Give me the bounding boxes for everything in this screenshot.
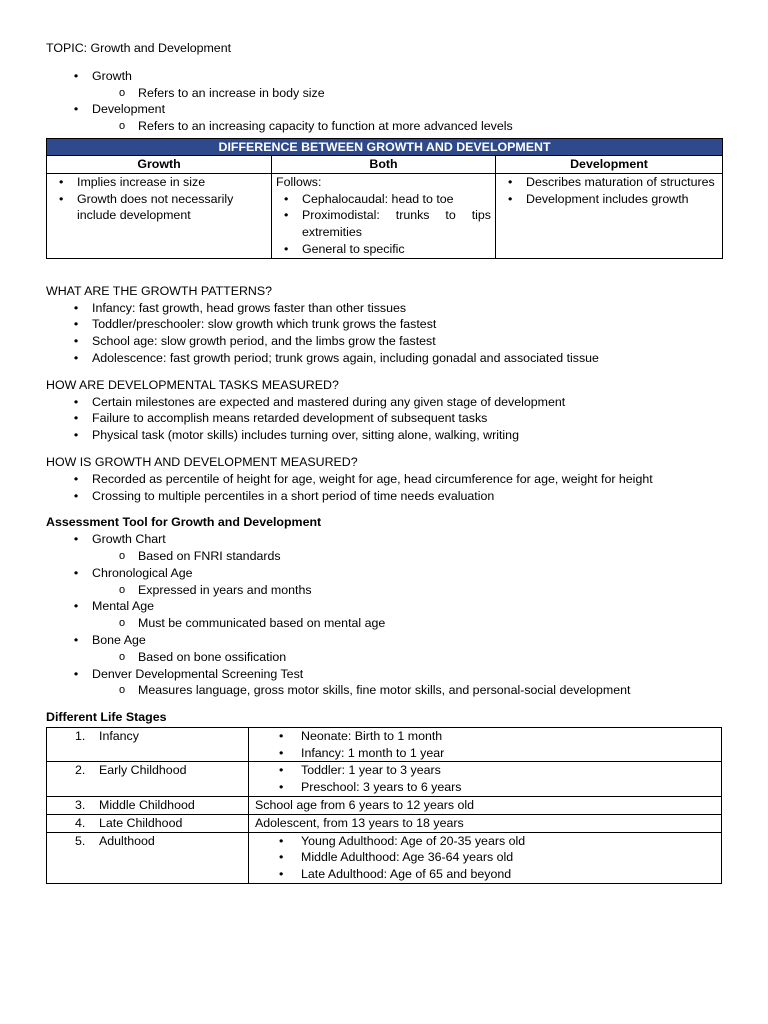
list-item	[500, 174, 718, 191]
stage-detail-cell	[249, 762, 722, 797]
list-item	[249, 762, 721, 779]
stage-detail-text: Young Adulthood: Age of 20-35 years old	[301, 833, 526, 848]
tool-name: Bone Age	[92, 632, 146, 647]
list-item	[249, 833, 721, 850]
list-item	[46, 488, 722, 505]
bullet-icon: •	[73, 411, 79, 426]
life-stages-heading: Different Life Stages	[46, 710, 167, 725]
list-item	[276, 207, 491, 241]
table-row	[47, 797, 722, 815]
growth-cell	[47, 173, 272, 258]
list-item	[92, 548, 722, 565]
list-item-text: Certain milestones are expected and mastered during any given stage of development	[92, 394, 566, 409]
bullet-icon: •	[508, 191, 513, 206]
table-row	[47, 727, 722, 762]
tool-detail: Based on FNRI standards	[138, 548, 281, 563]
bullet-icon: •	[73, 532, 79, 547]
stage-name: Infancy	[99, 728, 139, 743]
hollow-bullet-icon: o	[118, 684, 126, 697]
tool-name: Growth Chart	[92, 532, 166, 547]
both-intro: Follows:	[276, 174, 322, 189]
bullet-icon: •	[279, 728, 284, 743]
assessment-tools-heading: Assessment Tool for Growth and Development	[46, 515, 322, 530]
stage-detail-text: Preschool: 3 years to 6 years	[301, 780, 462, 795]
tool-name: Mental Age	[92, 599, 154, 614]
list-item	[46, 471, 722, 488]
stage-detail-text: Middle Adulthood: Age 36-64 years old	[301, 850, 514, 865]
column-header-growth: Growth	[47, 155, 272, 173]
hollow-bullet-icon: o	[118, 120, 126, 133]
list-item	[46, 427, 722, 444]
list-item	[46, 410, 722, 427]
list-item	[46, 394, 722, 411]
list-item-text: Recorded as percentile of height for age, weight for age, head circumference for age, weight for height	[92, 471, 653, 486]
table-row	[47, 832, 722, 883]
definition-detail-item	[92, 85, 722, 102]
bullet-icon: •	[279, 833, 284, 848]
stage-number: 4.	[75, 815, 86, 830]
stage-name-cell	[47, 762, 249, 797]
list-item	[249, 849, 721, 866]
stage-detail-cell: Adolescent, from 13 years to 18 years	[249, 814, 722, 832]
stage-detail-cell	[249, 727, 722, 762]
stage-name: Middle Childhood	[99, 798, 195, 813]
assessment-tools-list	[46, 531, 722, 699]
difference-table-banner: DIFFERENCE BETWEEN GROWTH AND DEVELOPMENT	[47, 138, 723, 155]
bullet-icon: •	[73, 334, 79, 349]
definition-detail: Refers to an increase in body size	[138, 85, 325, 100]
stage-name-cell	[47, 832, 249, 883]
list-item-text: Crossing to multiple percentiles in a short period of time needs evaluation	[92, 488, 495, 503]
stage-detail-text: Infancy: 1 month to 1 year	[301, 745, 445, 760]
stage-name-cell	[47, 727, 249, 762]
growth-item-text: Growth does not necessarily include development	[77, 191, 234, 223]
list-item	[249, 866, 721, 883]
tool-name: Chronological Age	[92, 565, 193, 580]
development-cell	[496, 173, 723, 258]
list-item	[276, 191, 491, 208]
bullet-icon: •	[279, 850, 284, 865]
list-item	[92, 615, 722, 632]
stage-detail-text: Toddler: 1 year to 3 years	[301, 763, 441, 778]
development-item-text: Development includes growth	[526, 191, 689, 206]
bullet-icon: •	[73, 565, 79, 580]
list-item	[92, 649, 722, 666]
list-item-text: Adolescence: fast growth period; trunk grows again, including gonadal and associated tissue	[92, 350, 599, 365]
bullet-icon: •	[279, 745, 284, 760]
tool-detail: Measures language, gross motor skills, fine motor skills, and personal-social development	[138, 683, 631, 698]
stage-number: 3.	[75, 798, 86, 813]
bullet-icon: •	[279, 780, 284, 795]
list-item	[46, 300, 722, 317]
bullet-icon: •	[73, 488, 79, 503]
measurement-heading: HOW IS GROWTH AND DEVELOPMENT MEASURED?	[46, 454, 358, 469]
bullet-icon: •	[73, 300, 79, 315]
list-item-text: School age: slow growth period, and the limbs grow the fastest	[92, 334, 436, 349]
bullet-icon: •	[73, 666, 79, 681]
column-header-development: Development	[496, 155, 723, 173]
list-item	[249, 779, 721, 796]
bullet-icon: •	[284, 241, 289, 256]
list-item	[51, 191, 267, 225]
list-item-text: Physical task (motor skills) includes turning over, sitting alone, walking, writing	[92, 428, 519, 443]
hollow-bullet-icon: o	[118, 549, 126, 562]
definition-term: Growth	[92, 68, 132, 83]
table-row	[47, 762, 722, 797]
development-item-text: Describes maturation of structures	[526, 174, 715, 189]
stage-detail-text: Neonate: Birth to 1 month	[301, 728, 443, 743]
stage-name-cell	[47, 797, 249, 815]
list-item	[92, 682, 722, 699]
list-item	[46, 632, 722, 666]
list-item	[46, 565, 722, 599]
bullet-icon: •	[73, 350, 79, 365]
bullet-icon: •	[73, 599, 79, 614]
definition-item	[46, 101, 722, 135]
list-item	[46, 350, 722, 367]
both-item-text: General to specific	[302, 241, 405, 256]
definition-term: Development	[92, 102, 166, 117]
stage-number: 2.	[75, 763, 86, 778]
list-item	[46, 531, 722, 565]
stage-name-cell	[47, 814, 249, 832]
stage-detail-cell: School age from 6 years to 12 years old	[249, 797, 722, 815]
bullet-icon: •	[508, 174, 513, 189]
stage-name: Early Childhood	[99, 763, 187, 778]
growth-patterns-list	[46, 300, 722, 367]
list-item-text: Infancy: fast growth, head grows faster than other tissues	[92, 300, 407, 315]
both-cell	[272, 173, 496, 258]
tool-name: Denver Developmental Screening Test	[92, 666, 304, 681]
stage-name: Late Childhood	[99, 815, 183, 830]
bullet-icon: •	[73, 394, 79, 409]
list-item	[92, 582, 722, 599]
column-header-both: Both	[272, 155, 496, 173]
both-item-text: Proximodistal: trunks to tips extremities	[302, 208, 491, 240]
bullet-icon: •	[59, 191, 64, 206]
stage-number: 1.	[75, 728, 86, 743]
bullet-icon: •	[73, 428, 79, 443]
definition-detail-item	[92, 118, 722, 135]
stage-name: Adulthood	[99, 833, 155, 848]
definitions-list	[46, 68, 722, 135]
hollow-bullet-icon: o	[118, 583, 126, 596]
bullet-icon: •	[284, 191, 289, 206]
list-item-text: Failure to accomplish means retarded development of subsequent tasks	[92, 411, 488, 426]
list-item	[46, 316, 722, 333]
definition-item	[46, 68, 722, 102]
hollow-bullet-icon: o	[118, 86, 126, 99]
list-item	[276, 241, 491, 258]
list-item	[46, 333, 722, 350]
growth-item-text: Implies increase in size	[77, 174, 206, 189]
tool-detail: Based on bone ossification	[138, 649, 287, 664]
hollow-bullet-icon: o	[118, 650, 126, 663]
bullet-icon: •	[73, 68, 79, 83]
developmental-tasks-list	[46, 394, 722, 444]
table-row	[47, 814, 722, 832]
bullet-icon: •	[59, 174, 64, 189]
stage-detail-cell	[249, 832, 722, 883]
list-item	[249, 728, 721, 745]
difference-table	[46, 138, 723, 259]
bullet-icon: •	[284, 208, 289, 223]
developmental-tasks-heading: HOW ARE DEVELOPMENTAL TASKS MEASURED?	[46, 377, 339, 392]
list-item	[46, 598, 722, 632]
measurement-list	[46, 471, 722, 505]
stage-number: 5.	[75, 833, 86, 848]
both-item-text: Cephalocaudal: head to toe	[302, 191, 454, 206]
life-stages-table	[46, 727, 722, 884]
bullet-icon: •	[73, 102, 79, 117]
growth-patterns-heading: WHAT ARE THE GROWTH PATTERNS?	[46, 283, 273, 298]
hollow-bullet-icon: o	[118, 617, 126, 630]
list-item-text: Toddler/preschooler: slow growth which trunk grows the fastest	[92, 317, 437, 332]
bullet-icon: •	[73, 632, 79, 647]
list-item	[51, 174, 267, 191]
list-item	[249, 745, 721, 762]
bullet-icon: •	[73, 317, 79, 332]
bullet-icon: •	[279, 763, 284, 778]
bullet-icon: •	[73, 471, 79, 486]
tool-detail: Expressed in years and months	[138, 582, 312, 597]
stage-detail-text: Late Adulthood: Age of 65 and beyond	[301, 867, 512, 882]
topic-title: TOPIC: Growth and Development	[46, 41, 232, 55]
list-item	[500, 191, 718, 208]
definition-detail: Refers to an increasing capacity to function at more advanced levels	[138, 119, 513, 134]
list-item	[46, 666, 722, 700]
tool-detail: Must be communicated based on mental age	[138, 616, 386, 631]
bullet-icon: •	[279, 867, 284, 882]
